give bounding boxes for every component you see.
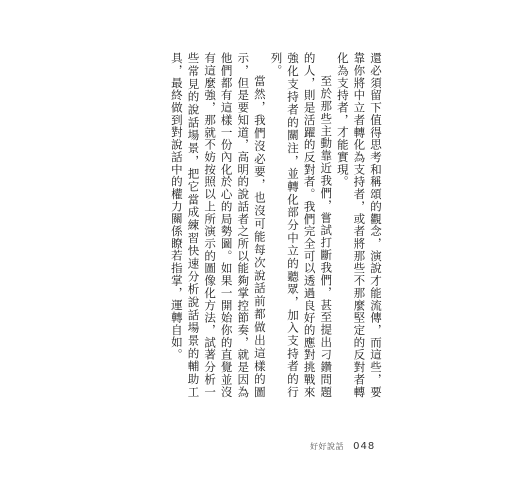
page-number: 048	[353, 441, 376, 452]
paragraph-1: 還必須留下值得思考和稱頌的觀念，演說才能流傳，而這些，要靠你將中立者轉化為支持者，或者將那些不那麼堅定的反對者轉化為支持者，才能實現。	[335, 52, 383, 398]
paragraph-2: 至於那些主動靠近我們，嘗試打斷我們，甚至提出刁鑽問題的人，則是活躍的反對者。我們完全可以透過良好的應對挑戰來強化支持者的關注，並轉化部分中立的聽眾，加入支持者的行列。	[269, 52, 334, 398]
book-series-title: 好好說話	[310, 442, 344, 451]
page-footer	[310, 434, 375, 453]
body-text	[168, 52, 384, 398]
paragraph-3: 當然，我們沒必要，也沒可能每次說話前都做出這樣的圖示，但是要知道，高明的說話者之所以能夠掌控節奏，就是因為他們都有這樣一份內化於心的局勢圖。如果一開始你的直覺並沒有這麼強，那就不妨按照以上所演示的圖像化方法，試著分析一些常見的說話場景，把它當成練習快速分析說話場景的輔助工具，最終做到對說話中的權力關係瞭若指掌，運轉自如。	[169, 52, 267, 398]
